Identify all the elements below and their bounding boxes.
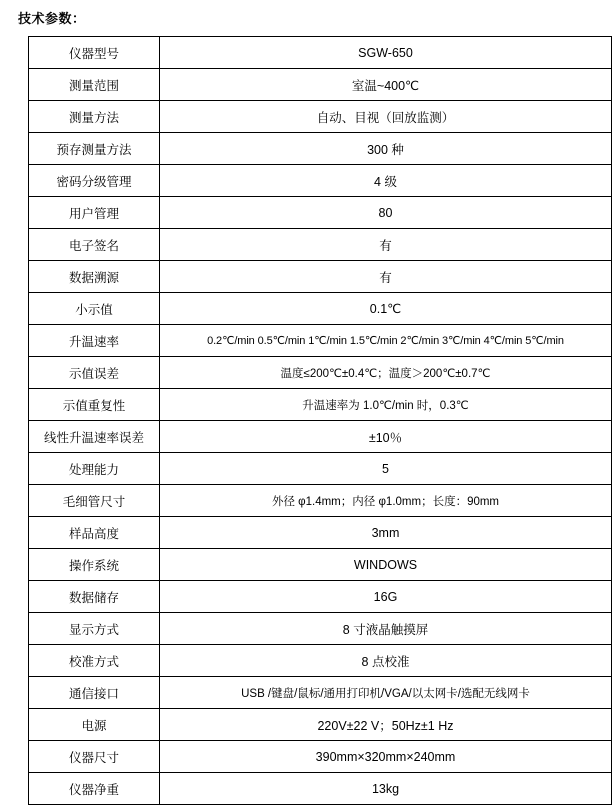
table-row <box>29 165 612 197</box>
spec-label: 线性升温速率误差 <box>29 421 160 453</box>
spec-value: 室温~400℃ <box>160 69 612 101</box>
spec-label: 预存测量方法 <box>29 133 160 165</box>
table-row <box>29 357 612 389</box>
spec-value: WINDOWS <box>160 549 612 581</box>
spec-value: 外径 φ1.4mm；内径 φ1.0mm；长度：90mm <box>160 485 612 517</box>
table-row <box>29 709 612 741</box>
spec-value: 有 <box>160 229 612 261</box>
page-title: 技术参数： <box>18 11 86 26</box>
spec-value: 8 寸液晶触摸屏 <box>160 613 612 645</box>
specifications-table <box>28 36 612 805</box>
table-row <box>29 517 612 549</box>
table-row <box>29 549 612 581</box>
spec-value: 13kg <box>160 773 612 805</box>
spec-label: 数据溯源 <box>29 261 160 293</box>
table-row <box>29 485 612 517</box>
spec-label: 样品高度 <box>29 517 160 549</box>
table-row <box>29 293 612 325</box>
spec-value: 80 <box>160 197 612 229</box>
spec-label: 校准方式 <box>29 645 160 677</box>
spec-label: 用户管理 <box>29 197 160 229</box>
table-row <box>29 453 612 485</box>
table-row <box>29 389 612 421</box>
table-row <box>29 197 612 229</box>
spec-value: 升温速率为 1.0℃/min 时，0.3℃ <box>160 389 612 421</box>
table-row <box>29 229 612 261</box>
spec-label: 仪器型号 <box>29 37 160 69</box>
table-row <box>29 101 612 133</box>
spec-value: 8 点校准 <box>160 645 612 677</box>
spec-value: 220V±22 V；50Hz±1 Hz <box>160 709 612 741</box>
spec-value: 4 级 <box>160 165 612 197</box>
table-row <box>29 645 612 677</box>
spec-value: 0.2℃/min 0.5℃/min 1℃/min 1.5℃/min 2℃/min 3℃/min 4℃/min 5℃/min <box>160 325 612 357</box>
spec-value: 3mm <box>160 517 612 549</box>
spec-label: 小示值 <box>29 293 160 325</box>
spec-label: 毛细管尺寸 <box>29 485 160 517</box>
table-row <box>29 421 612 453</box>
table-row <box>29 69 612 101</box>
spec-label: 仪器尺寸 <box>29 741 160 773</box>
spec-label: 电源 <box>29 709 160 741</box>
spec-value: 5 <box>160 453 612 485</box>
spec-label: 操作系统 <box>29 549 160 581</box>
spec-value: USB /键盘/鼠标/通用打印机/VGA/以太网卡/选配无线网卡 <box>160 677 612 709</box>
table-row <box>29 773 612 805</box>
spec-label: 通信接口 <box>29 677 160 709</box>
spec-label: 示值误差 <box>29 357 160 389</box>
spec-value: 自动、目视（回放监测） <box>160 101 612 133</box>
table-row <box>29 133 612 165</box>
table-row <box>29 613 612 645</box>
spec-label: 升温速率 <box>29 325 160 357</box>
table-row <box>29 677 612 709</box>
spec-value: 390mm×320mm×240mm <box>160 741 612 773</box>
spec-value: 0.1℃ <box>160 293 612 325</box>
table-row <box>29 581 612 613</box>
table-body <box>29 37 612 805</box>
spec-value: SGW-650 <box>160 37 612 69</box>
table-row <box>29 325 612 357</box>
spec-value: 16G <box>160 581 612 613</box>
spec-value: 300 种 <box>160 133 612 165</box>
spec-value: 有 <box>160 261 612 293</box>
spec-label: 测量方法 <box>29 101 160 133</box>
spec-label: 数据储存 <box>29 581 160 613</box>
spec-label: 密码分级管理 <box>29 165 160 197</box>
spec-label: 示值重复性 <box>29 389 160 421</box>
spec-label: 电子签名 <box>29 229 160 261</box>
table-row <box>29 261 612 293</box>
spec-label: 显示方式 <box>29 613 160 645</box>
table-row <box>29 741 612 773</box>
spec-label: 处理能力 <box>29 453 160 485</box>
spec-label: 测量范围 <box>29 69 160 101</box>
spec-value: ±10％ <box>160 421 612 453</box>
spec-label: 仪器净重 <box>29 773 160 805</box>
spec-value: 温度≤200℃±0.4℃；温度＞200℃±0.7℃ <box>160 357 612 389</box>
table-row <box>29 37 612 69</box>
